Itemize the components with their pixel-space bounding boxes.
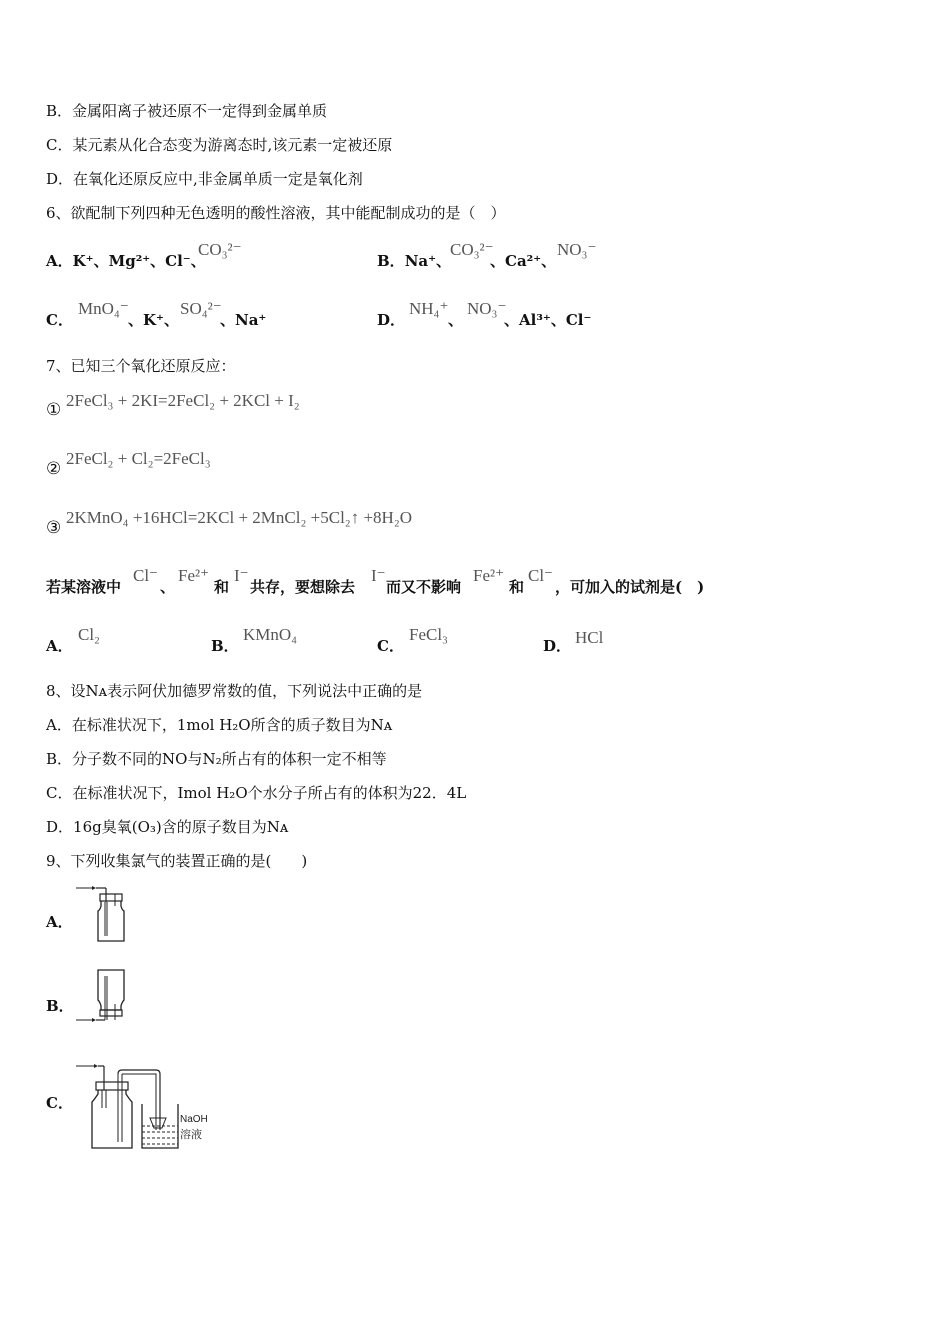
q6-a-ions: K⁺、Mg²⁺、Cl⁻、	[72, 252, 206, 270]
q6-c-label: C．	[46, 311, 73, 329]
q9-apparatus-a	[74, 884, 130, 946]
q7-option-a-formula: Cl₂	[78, 625, 100, 644]
q6-c-tail: 、Na⁺	[220, 311, 267, 329]
q7-question-p1: 若某溶液中	[46, 578, 122, 596]
q9-stem: 9、下列收集氯气的装置正确的是( )	[46, 852, 308, 870]
q9-option-b-label: B．	[46, 997, 74, 1015]
q8-option-c: C．在标准状况下，Imol H₂O个水分子所占有的体积为22．4L	[46, 784, 467, 802]
q8-option-a: A．在标准状况下，1mol H₂O所含的质子数目为Nᴀ	[46, 716, 393, 734]
q8-option-d: D．16g臭氧(O₃)含的原子数目为Nᴀ	[46, 818, 289, 836]
q6-d-sep: 、	[448, 311, 464, 329]
naoh-label: NaOH	[180, 1114, 208, 1125]
q6-b-formula-1: CO₃²⁻	[450, 240, 494, 259]
q7-option-c-formula: FeCl₃	[409, 625, 448, 644]
q6-b-formula-2: NO₃⁻	[557, 240, 597, 259]
q6-c-mid: 、K⁺、	[128, 311, 179, 329]
q5-option-d: D．在氧化还原反应中,非金属单质一定是氧化剂	[46, 170, 363, 188]
q7-question-p6: 和	[509, 578, 525, 596]
q6-d-label: D．	[377, 311, 406, 329]
q5-option-b: B．金属阳离子被还原不一定得到金属单质	[46, 102, 328, 120]
q7-question-p3: 和	[214, 578, 230, 596]
gas-bottle-upright-icon	[74, 884, 130, 946]
q6-b-label: B．	[377, 252, 405, 270]
solution-label: 溶液	[180, 1128, 202, 1141]
q6-c-formula-2: SO₄²⁻	[180, 299, 222, 318]
q7-question-f5: Fe²⁺	[473, 566, 505, 585]
q7-option-d-label: D．	[543, 637, 572, 655]
q6-option-b	[377, 251, 451, 271]
gas-bottle-inverted-icon	[74, 966, 130, 1028]
q7-option-b-formula: KMnO₄	[243, 625, 298, 644]
q6-a-formula: CO₃²⁻	[198, 240, 242, 259]
q7-reaction-1-number: ①	[46, 400, 62, 420]
q8-option-b: B．分子数不同的NO与N₂所占有的体积一定不相等	[46, 750, 387, 768]
q5-option-c: C．某元素从化合态变为游离态时,该元素一定被还原	[46, 136, 393, 154]
q6-b-mid: 、Ca²⁺、	[490, 252, 557, 270]
q7-question-p5: 而又不影响	[386, 578, 462, 596]
q7-reaction-3-number: ③	[46, 518, 62, 538]
q6-d-formula-2: NO₃⁻	[467, 299, 507, 318]
q6-option-a	[46, 251, 206, 271]
q6-stem: 6、欲配制下列四种无色透明的酸性溶液，其中能配制成功的是（ ）	[46, 204, 506, 222]
q7-reaction-3: 2KMnO₄ +16HCl=2KCl + 2MnCl₂ +5Cl₂↑ +8H₂O	[66, 508, 413, 527]
q7-option-d-formula: HCl	[575, 628, 604, 647]
q7-question-f6: Cl⁻	[528, 566, 554, 585]
q7-question-p4: 共存，要想除去	[250, 578, 356, 596]
q6-b-ions: Na⁺、	[404, 252, 452, 270]
q8-stem: 8、设Nᴀ表示阿伏加德罗常数的值，下列说法中正确的是	[46, 682, 423, 700]
q7-option-a-label: A．	[46, 637, 73, 655]
q7-reaction-2-number: ②	[46, 459, 62, 479]
q7-reaction-2: 2FeCl₂ + Cl₂=2FeCl₃	[66, 449, 211, 468]
q7-question-p7: ，可加入的试剂是( )	[555, 578, 705, 596]
q7-question-f4: I⁻	[371, 566, 386, 585]
q6-c-formula-1: MnO₄⁻	[78, 299, 129, 318]
q9-apparatus-c	[74, 1060, 234, 1152]
q9-apparatus-b	[74, 966, 130, 1028]
q6-a-label: A．	[46, 252, 73, 270]
q6-d-formula-1: NH₄⁺	[409, 299, 449, 318]
q7-reaction-1: 2FeCl₃ + 2KI=2FeCl₂ + 2KCl + I₂	[66, 391, 300, 410]
q7-question-f2: Fe²⁺	[178, 566, 210, 585]
q7-option-b-label: B．	[211, 637, 239, 655]
gas-bottle-with-naoh-beaker-icon	[74, 1060, 234, 1152]
q7-stem: 7、已知三个氧化还原反应：	[46, 357, 236, 375]
q7-question-f1: Cl⁻	[133, 566, 159, 585]
q7-option-c-label: C．	[377, 637, 404, 655]
q7-question-f3: I⁻	[234, 566, 249, 585]
q9-option-a-label: A．	[46, 913, 73, 931]
q6-d-tail: 、Al³⁺、Cl⁻	[504, 311, 592, 329]
q9-option-c-label: C．	[46, 1094, 73, 1112]
q7-question-p2: 、	[160, 578, 176, 596]
